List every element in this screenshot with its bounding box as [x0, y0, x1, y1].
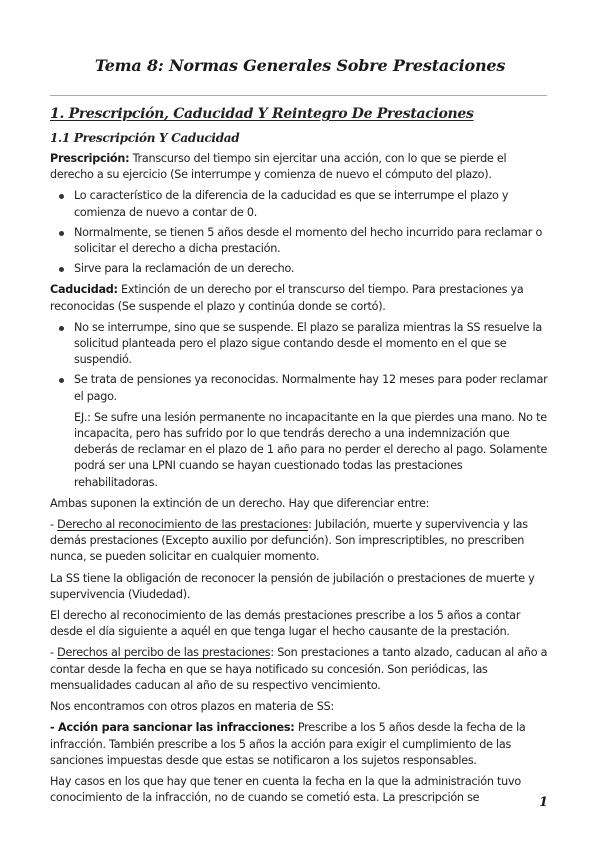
- list-item: Lo característico de la diferencia de la caducidad es que se interrumpe el plazo y comienza de nuevo a contar de 0.: [50, 188, 548, 220]
- prescripcion-definition: Transcurso del tiempo sin ejercitar una acción, con lo que se pierde el derecho a su ejercicio (Se interrumpe y comienza de nuevo el cómputo del plazo).: [50, 152, 507, 182]
- document-body: [50, 104, 548, 811]
- caducidad-list: [50, 320, 548, 405]
- derechos-percibo-term: Derechos al percibo de las prestaciones: [57, 646, 271, 660]
- derecho-reconocimiento-text: : Jubilación, muerte y supervivencia y las demás prestaciones (Excepto auxilio por defunción). Son imprescriptibles, no prescriben nunca, se pueden solicitar en cualquier momento.: [50, 518, 528, 564]
- derecho-reconocimiento-paragraph: [50, 517, 548, 566]
- subsection-heading: 1.1 Prescripción Y Caducidad: [50, 131, 240, 145]
- page-number: 1: [538, 795, 548, 810]
- derechos-percibo-text: : Son prestaciones a tanto alzado, caducan al año a contar desde la fecha en que se haya notificado su concesión. Son periódicas, las mensualidades caducan al año de su respectivo vencimiento.: [50, 646, 548, 692]
- list-item: Sirve para la reclamación de un derecho.: [50, 261, 548, 277]
- otros-plazos-paragraph: Nos encontramos con otros plazos en materia de SS:: [50, 700, 334, 714]
- list-item: No se interrumpe, sino que se suspende. El plazo se paraliza mientras la SS resuelve la solicitud planteada pero el plazo sigue contando desde el momento en el que se suspendió.: [50, 320, 548, 369]
- caducidad-definition: Extinción de un derecho por el transcurso del tiempo. Para prestaciones ya reconocidas (Se suspende el plazo y continúa donde se cortó).: [50, 283, 524, 313]
- ss-obligacion-paragraph: La SS tiene la obligación de reconocer la pensión de jubilación o prestaciones de muerte y supervivencia (Viudedad).: [50, 571, 535, 601]
- derechos-percibo-paragraph: [50, 645, 548, 694]
- document-title: Tema 8: Normas Generales Sobre Prestaciones: [94, 56, 506, 75]
- caducidad-paragraph: [50, 282, 548, 314]
- dash: -: [50, 646, 58, 660]
- hay-casos-paragraph: Hay casos en los que hay que tener en cuenta la fecha en la que la administración tuvo conocimiento de la infracción, no de cuando se cometió esta. La prescripción se: [50, 774, 521, 805]
- accion-term: - Acción para sancionar las infracciones:: [50, 721, 295, 735]
- prescripcion-paragraph: [50, 151, 548, 183]
- list-item: Se trata de pensiones ya reconocidas. Normalmente hay 12 meses para poder reclamar el pago.: [50, 372, 548, 404]
- prescripcion-list: [50, 188, 548, 277]
- ambas-paragraph: Ambas suponen la extinción de un derecho. Hay que diferenciar entre:: [50, 496, 430, 510]
- title-divider: [50, 95, 547, 96]
- dash: -: [50, 518, 58, 532]
- example-paragraph: EJ.: Se sufre una lesión permanente no incapacitante en la que pierdes una mano. No te incapacita, pero has sufrido por lo que tendrás derecho a una indemnización que deberás de reclamar en el plazo de 1 año para no perder el derecho al pago. Solamente podrá ser una LPNI cuando se hayan cuestionado todas las prestaciones rehabilitadoras.: [74, 410, 548, 489]
- section-heading: 1. Prescripción, Caducidad Y Reintegro De Prestaciones: [50, 106, 474, 122]
- prescripcion-term: Prescripción:: [50, 152, 130, 165]
- derecho-demas-paragraph: El derecho al reconocimiento de las demás prestaciones prescribe a los 5 años a contar desde el día siguiente a aquél en que tenga lugar el hecho causante de la prestación.: [50, 609, 521, 639]
- caducidad-term: Caducidad:: [50, 283, 118, 297]
- accion-text: Prescribe a los 5 años desde la fecha de la infracción. También prescribe a los 5 años la acción para exigir el cumplimiento de las sanciones impuestas desde que estas se notificaron a los sujetos responsables.: [50, 721, 526, 767]
- accion-paragraph: [50, 720, 548, 769]
- derecho-reconocimiento-term: Derecho al reconocimiento de las prestaciones: [57, 518, 309, 532]
- list-item: Normalmente, se tienen 5 años desde el momento del hecho incurrido para reclamar o solicitar el derecho a dicha prestación.: [50, 225, 548, 257]
